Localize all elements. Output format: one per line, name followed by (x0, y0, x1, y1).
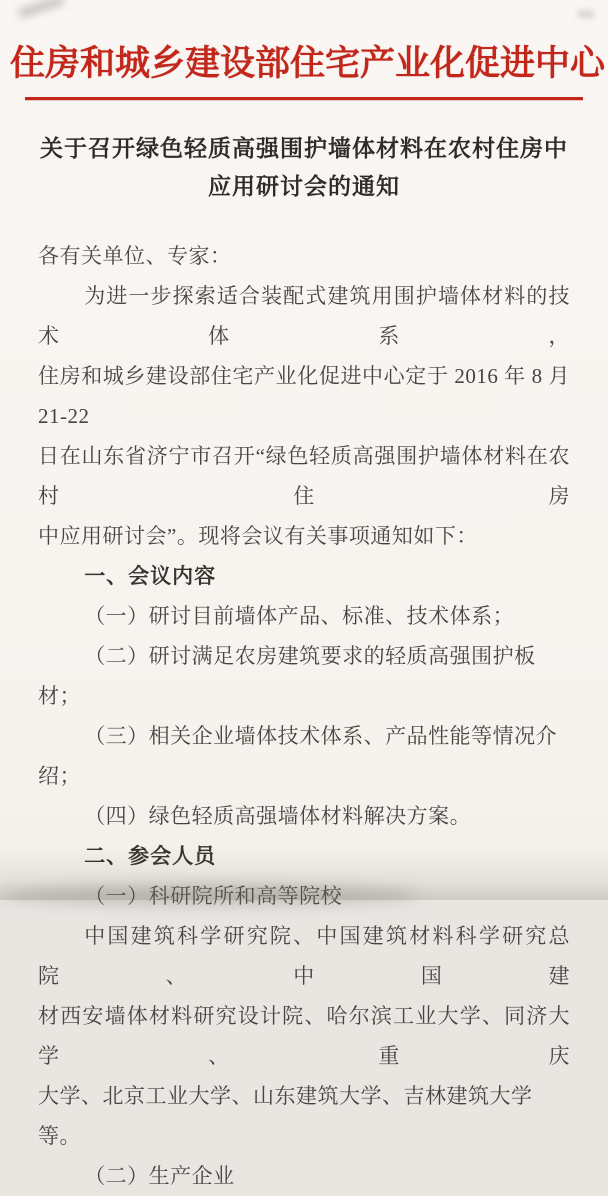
document-title-line1: 关于召开绿色轻质高强围护墙体材料在农村住房中 (40, 136, 568, 161)
body-line: 为进一步探索适合装配式建筑用围护墙体材料的技术体系， (38, 284, 570, 348)
section-heading-1: 一、会议内容 (84, 564, 217, 588)
list-item: （二）研讨满足农房建筑要求的轻质高强围护板材； (38, 644, 536, 708)
letterhead-divider (25, 97, 583, 100)
list-item: （一）研讨目前墙体产品、标准、技术体系； (84, 604, 515, 628)
body-line: 中国建筑科学研究院、中国建筑材料科学研究总院、中国建 (38, 924, 570, 988)
document-title (30, 130, 578, 206)
subsection-heading: （二）生产企业 (84, 1164, 235, 1188)
salutation-line: 各有关单位、专家： (38, 244, 232, 268)
body-line: 材西安墙体材料研究设计院、哈尔滨工业大学、同济大学、重庆 (38, 1004, 570, 1068)
scan-artifact-top-right (578, 10, 594, 18)
list-item: （四）绿色轻质高强墙体材料解决方案。 (84, 804, 472, 828)
letterhead-org-name: 住房和城乡建设部住宅产业化促进中心 (10, 44, 606, 83)
section-heading-2: 二、参会人员 (84, 844, 217, 868)
document-title-line2: 应用研讨会的通知 (208, 174, 400, 199)
body-line: 中应用研讨会”。现将会议有关事项通知如下： (38, 524, 478, 548)
subsection-heading: （一）科研院所和高等院校 (84, 884, 343, 908)
document-body (38, 236, 570, 1196)
body-line: 住房和城乡建设部住宅产业化促进中心定于 2016 年 8 月 21-22 (38, 364, 570, 428)
body-line: 大学、北京工业大学、山东建筑大学、吉林建筑大学等。 (38, 1084, 533, 1148)
body-line: 日在山东省济宁市召开“绿色轻质高强围护墙体材料在农村住房 (38, 444, 570, 508)
scan-artifact-bottom (0, 884, 420, 906)
list-item: （三）相关企业墙体技术体系、产品性能等情况介绍； (38, 724, 558, 788)
